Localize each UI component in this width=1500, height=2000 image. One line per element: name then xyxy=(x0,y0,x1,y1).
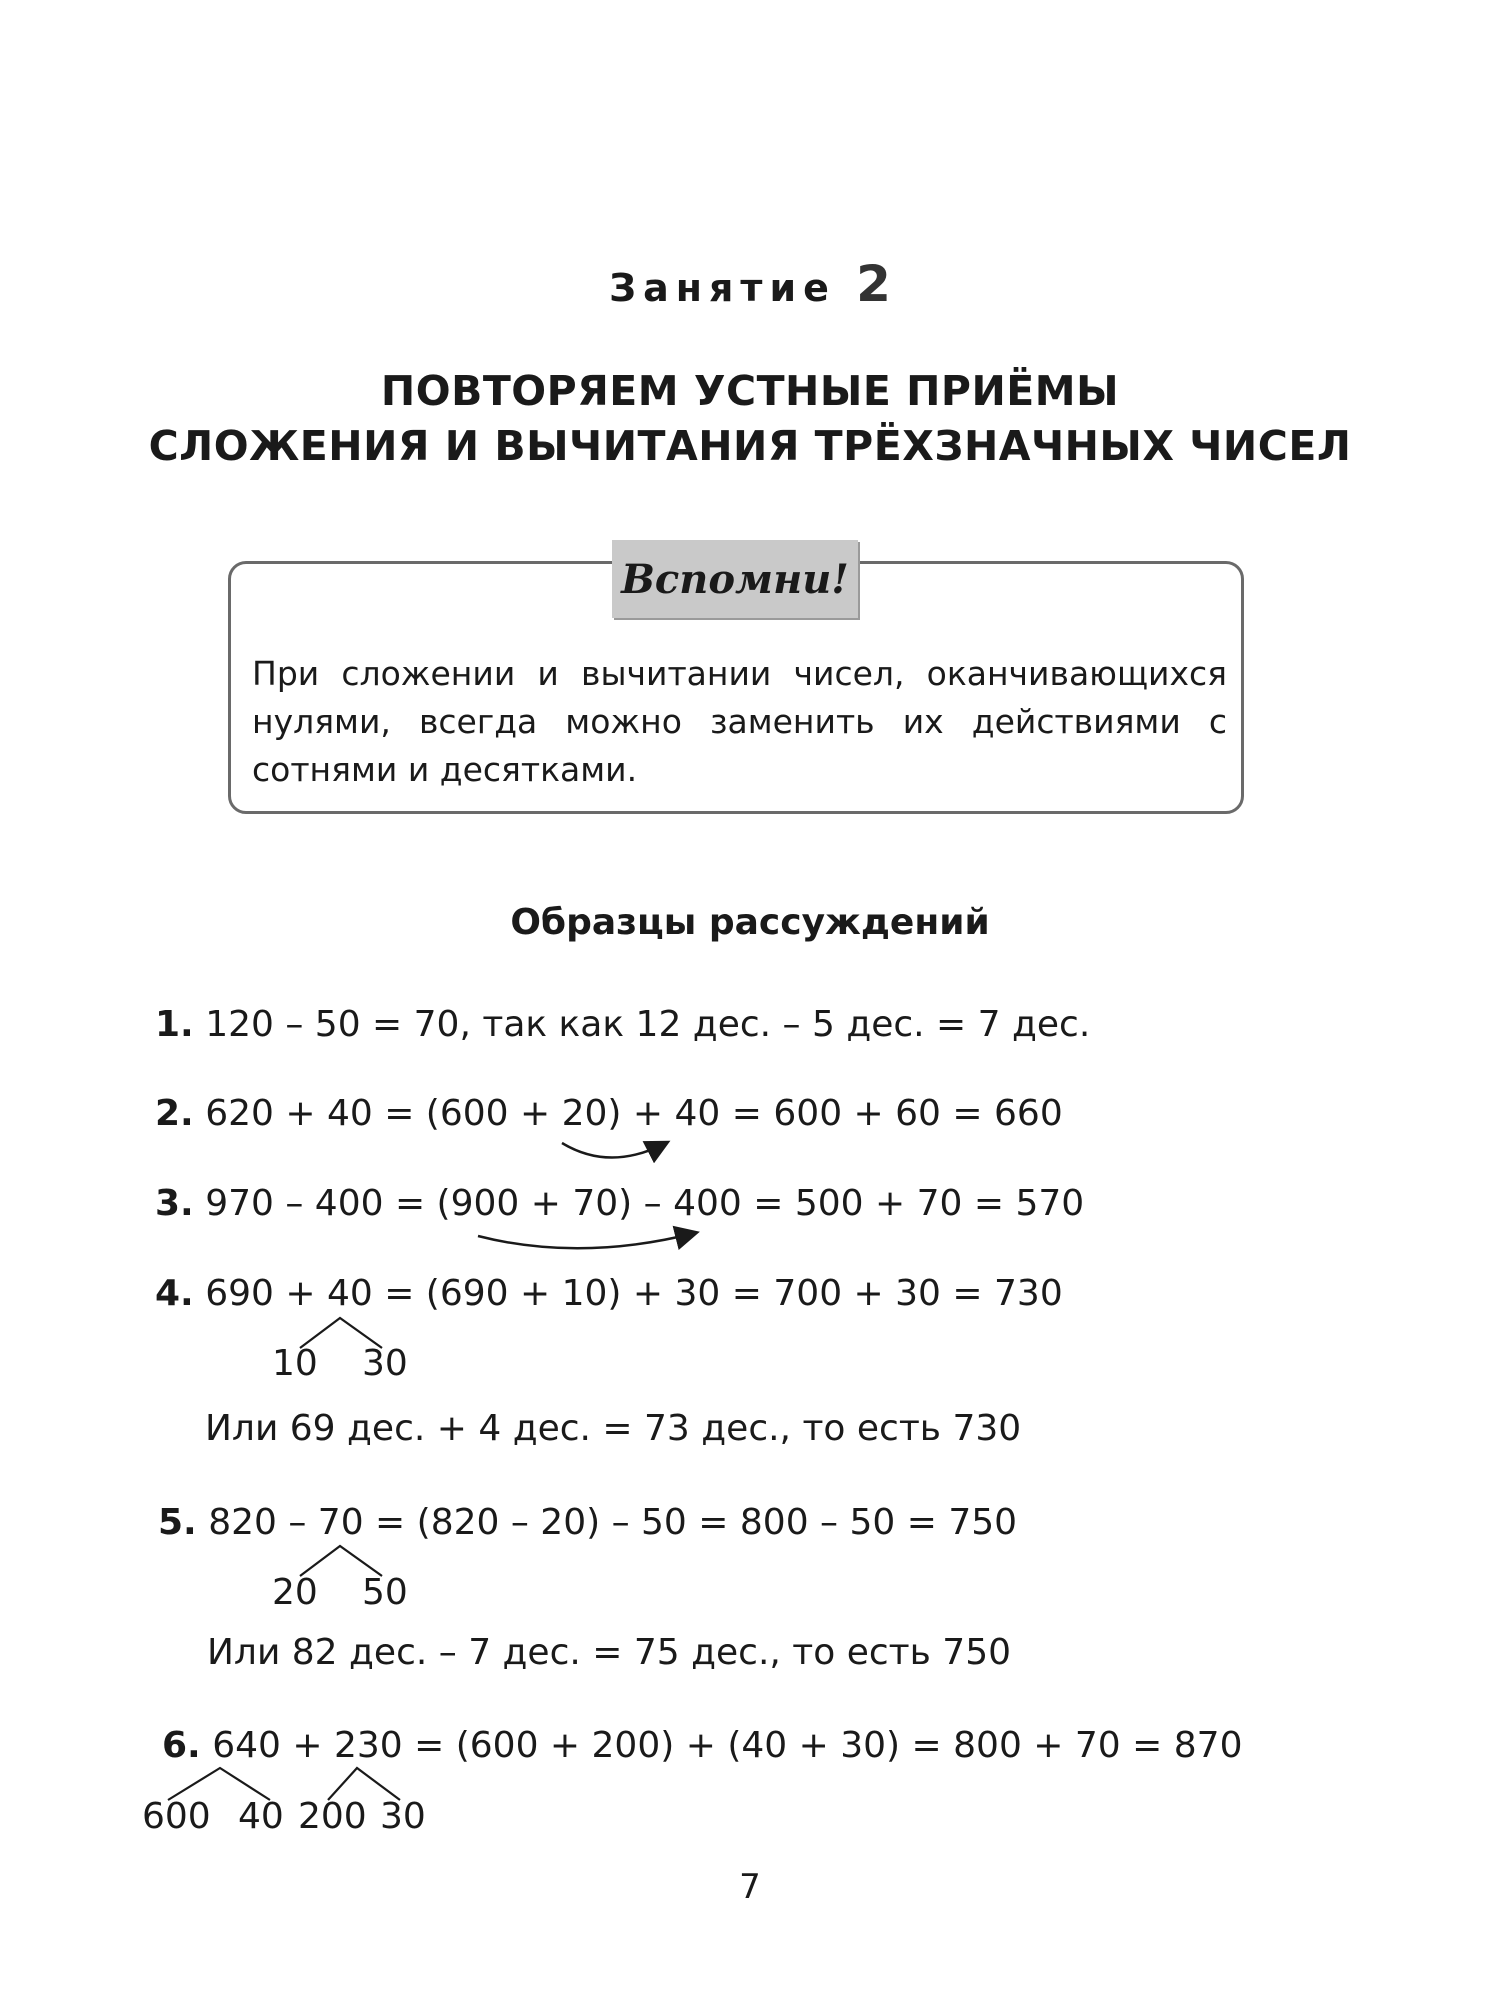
example-expression: 690 + 40 = (690 + 10) + 30 = 700 + 30 = 730 xyxy=(205,1273,1063,1314)
split-bracket-example-6a xyxy=(168,1768,270,1800)
split-part: 600 xyxy=(142,1796,211,1837)
rule-text: При сложении и вычитании чисел, оканчивающихся нулями, всегда можно заменить их действиями с сотнями и десятками. xyxy=(252,654,1227,789)
example-number: 1. xyxy=(155,1004,194,1045)
title-line-2: СЛОЖЕНИЯ И ВЫЧИТАНИЯ ТРЁХЗНАЧНЫХ ЧИСЕЛ xyxy=(148,422,1352,470)
example-number: 5. xyxy=(158,1502,197,1543)
title-line-1: ПОВТОРЯЕМ УСТНЫЕ ПРИЁМЫ xyxy=(380,367,1120,415)
lesson-number: 2 xyxy=(856,255,891,313)
samples-heading: Образцы рассуждений xyxy=(510,902,990,943)
split-part: 30 xyxy=(380,1796,426,1837)
example-number: 4. xyxy=(155,1273,194,1314)
arrow-example-3 xyxy=(478,1233,695,1248)
page-number: 7 xyxy=(739,1867,761,1907)
example-expression: 120 – 50 = 70, так как 12 дес. – 5 дес. = 7 дес. xyxy=(205,1004,1091,1045)
example-expression: 640 + 230 = (600 + 200) + (40 + 30) = 800 + 70 = 870 xyxy=(212,1725,1243,1766)
example-expression: 620 + 40 = (600 + 20) + 40 = 600 + 60 = 660 xyxy=(205,1093,1063,1134)
split-part: 200 xyxy=(298,1796,367,1837)
split-part: 20 xyxy=(272,1572,318,1613)
example-number: 6. xyxy=(162,1725,201,1766)
split-part: 10 xyxy=(272,1343,318,1384)
split-part: 40 xyxy=(238,1796,284,1837)
split-bracket-example-5 xyxy=(300,1546,382,1576)
example-expression: 970 – 400 = (900 + 70) – 400 = 500 + 70 = 570 xyxy=(205,1183,1085,1224)
example-4-alternative: Или 69 дес. + 4 дес. = 73 дес., то есть 730 xyxy=(205,1408,1022,1449)
lesson-word: Занятие xyxy=(609,266,836,310)
split-bracket-example-6b xyxy=(328,1768,400,1800)
arrow-example-2 xyxy=(562,1143,666,1158)
remember-label: Вспомни! xyxy=(612,540,858,618)
example-number: 2. xyxy=(155,1093,194,1134)
example-number: 3. xyxy=(155,1183,194,1224)
split-part: 50 xyxy=(362,1572,408,1613)
example-5-alternative: Или 82 дес. – 7 дес. = 75 дес., то есть 750 xyxy=(207,1632,1012,1673)
split-part: 30 xyxy=(362,1343,408,1384)
split-bracket-example-4 xyxy=(300,1318,382,1348)
example-expression: 820 – 70 = (820 – 20) – 50 = 800 – 50 = 750 xyxy=(208,1502,1018,1543)
